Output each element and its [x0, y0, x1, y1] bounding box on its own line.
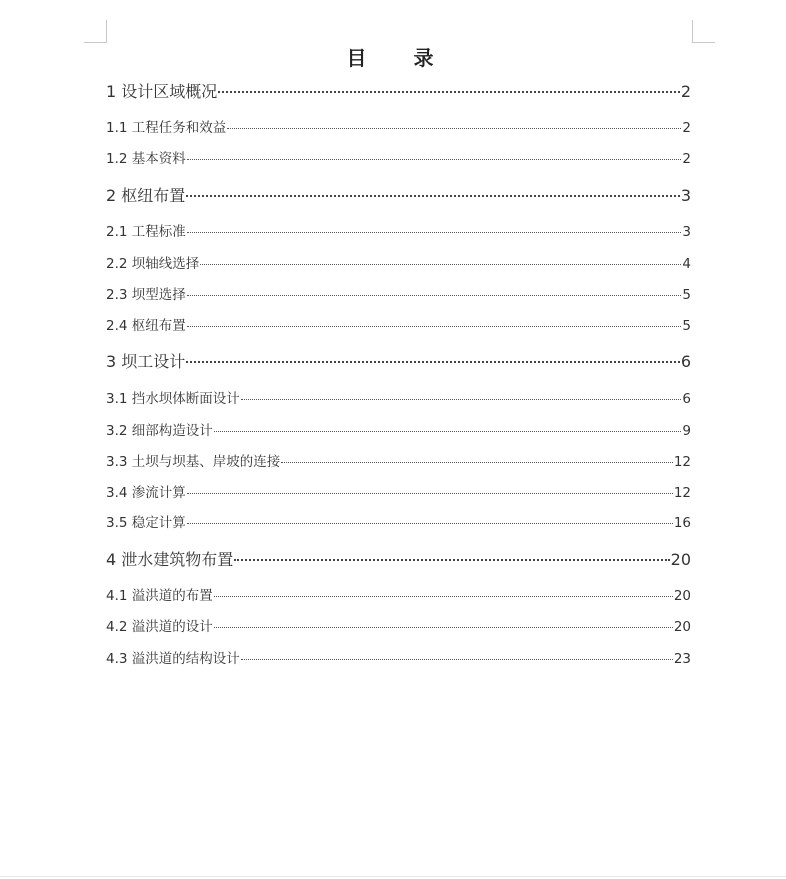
toc-page-number: 16: [673, 515, 691, 531]
toc-dot-leader: [234, 558, 669, 561]
toc-page-number: 12: [673, 485, 691, 501]
toc-section-entry[interactable]: [106, 314, 691, 334]
toc-entry-label: 4.1 溢洪道的布置: [106, 588, 213, 604]
toc-entry-label: 3.4 渗流计算: [106, 485, 186, 501]
table-of-contents: [106, 0, 691, 879]
toc-chapter-entry[interactable]: [106, 547, 691, 570]
toc-entry-label: 4.3 溢洪道的结构设计: [106, 651, 240, 667]
toc-dot-leader: [186, 360, 680, 363]
toc-dot-leader: [187, 294, 682, 296]
toc-dot-leader: [187, 158, 682, 160]
toc-section-entry[interactable]: [106, 387, 691, 407]
toc-entry-label: 1 设计区域概况: [106, 82, 218, 101]
toc-entry-label: 2.4 枢纽布置: [106, 318, 186, 334]
crop-mark-top-left: [84, 20, 107, 43]
toc-title: 目 录: [346, 46, 454, 70]
toc-page-number: 2: [682, 151, 691, 167]
toc-entry-label: 2.3 坝型选择: [106, 287, 186, 303]
toc-entry-label: 3.3 土坝与坝基、岸坡的连接: [106, 454, 281, 470]
toc-page-number: 2: [680, 82, 691, 101]
toc-section-entry[interactable]: [106, 147, 691, 167]
toc-dot-leader: [281, 461, 673, 463]
toc-page-number: 6: [682, 391, 691, 407]
crop-mark-top-right: [692, 20, 715, 43]
toc-chapter-entry[interactable]: [106, 79, 691, 102]
toc-section-entry[interactable]: [106, 584, 691, 604]
toc-page-number: 5: [682, 318, 691, 334]
toc-entry-label: 1.1 工程任务和效益: [106, 120, 227, 136]
toc-entry-label: 2 枢纽布置: [106, 186, 186, 205]
toc-dot-leader: [200, 263, 681, 265]
page-divider: [0, 876, 786, 877]
toc-entry-label: 1.2 基本资料: [106, 151, 186, 167]
toc-page-number: 20: [673, 588, 691, 604]
toc-entry-label: 2.2 坝轴线选择: [106, 256, 200, 272]
toc-dot-leader: [187, 231, 682, 233]
toc-dot-leader: [241, 398, 682, 400]
toc-page-number: 20: [670, 550, 691, 569]
toc-chapter-entry[interactable]: [106, 349, 691, 372]
toc-page-number: 5: [682, 287, 691, 303]
toc-dot-leader: [186, 194, 680, 197]
toc-page-number: 9: [682, 423, 691, 439]
toc-entry-label: 2.1 工程标准: [106, 224, 186, 240]
toc-entry-label: 4.2 溢洪道的设计: [106, 619, 213, 635]
toc-section-entry[interactable]: [106, 419, 691, 439]
toc-chapter-entry[interactable]: [106, 183, 691, 206]
toc-dot-leader: [214, 626, 673, 628]
toc-section-entry[interactable]: [106, 283, 691, 303]
toc-dot-leader: [218, 90, 680, 93]
toc-page-number: 12: [673, 454, 691, 470]
toc-entry-label: 3.2 细部构造设计: [106, 423, 213, 439]
toc-page-number: 4: [682, 256, 691, 272]
toc-page-number: 23: [673, 651, 691, 667]
toc-dot-leader: [241, 658, 673, 660]
toc-section-entry[interactable]: [106, 220, 691, 240]
toc-dot-leader: [187, 522, 673, 524]
toc-dot-leader: [227, 127, 681, 129]
toc-section-entry[interactable]: [106, 481, 691, 501]
toc-page-number: 3: [682, 224, 691, 240]
toc-section-entry[interactable]: [106, 116, 691, 136]
toc-dot-leader: [187, 325, 682, 327]
toc-entry-label: 3.1 挡水坝体断面设计: [106, 391, 240, 407]
toc-section-entry[interactable]: [106, 615, 691, 635]
toc-dot-leader: [214, 430, 682, 432]
toc-entry-label: 3 坝工设计: [106, 352, 186, 371]
toc-page-number: 3: [680, 186, 691, 205]
toc-section-entry[interactable]: [106, 450, 691, 470]
toc-page-number: 6: [680, 352, 691, 371]
toc-entry-label: 4 泄水建筑物布置: [106, 550, 234, 569]
toc-entry-label: 3.5 稳定计算: [106, 515, 186, 531]
toc-section-entry[interactable]: [106, 252, 691, 272]
toc-dot-leader: [214, 595, 673, 597]
toc-section-entry[interactable]: [106, 647, 691, 667]
toc-dot-leader: [187, 492, 673, 494]
toc-section-entry[interactable]: [106, 511, 691, 531]
toc-page-number: 20: [673, 619, 691, 635]
toc-page-number: 2: [682, 120, 691, 136]
